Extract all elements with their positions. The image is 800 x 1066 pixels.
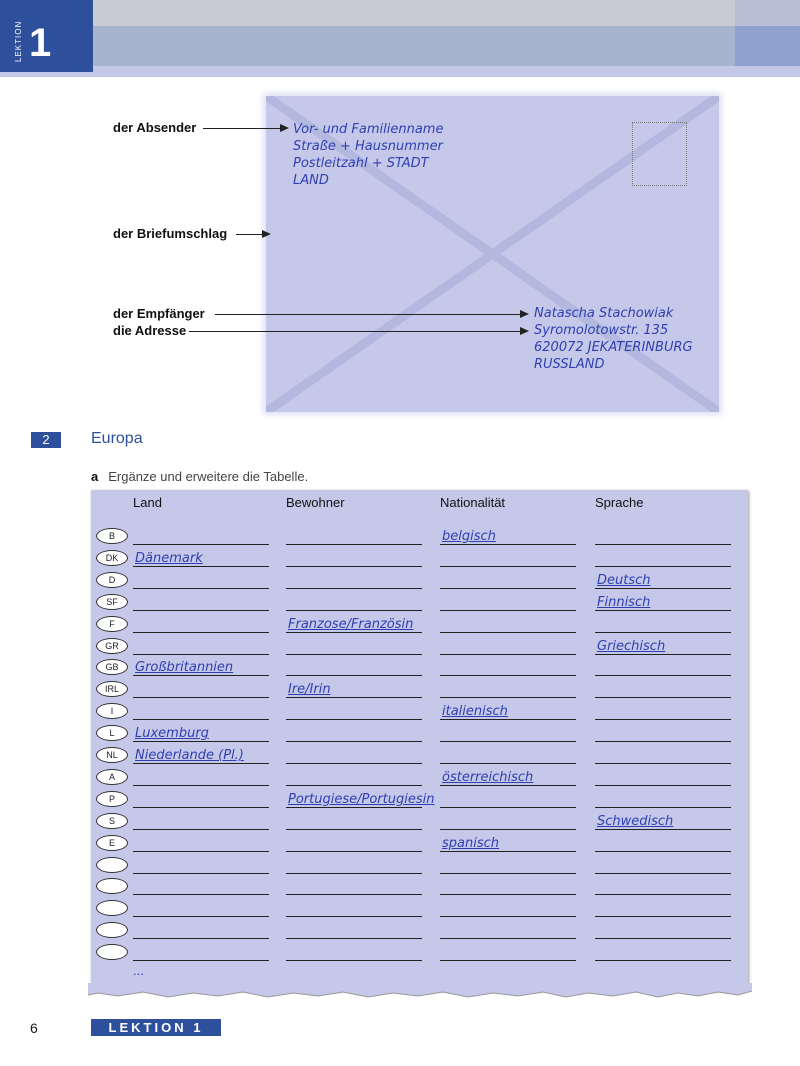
column-header-sprache: Sprache (595, 495, 644, 510)
country-code-badge: B (96, 528, 128, 544)
table-row (0, 921, 800, 943)
country-code-badge (96, 944, 128, 960)
table-row (0, 615, 800, 637)
sender-address (293, 121, 443, 189)
country-code-badge: SF (96, 594, 128, 610)
handwritten-entry: Ire/Irin (288, 682, 331, 697)
recipient-line: RUSSLAND (534, 357, 605, 372)
recipient-line: 620072 JEKATERINBURG (534, 340, 693, 355)
table-cell-sprache[interactable] (595, 593, 731, 611)
table-row (0, 877, 800, 899)
table-cell-bewohner[interactable] (286, 680, 422, 698)
handwritten-entry: Schwedisch (597, 814, 674, 829)
header-band-top-right (735, 0, 800, 26)
country-code-badge: E (96, 835, 128, 851)
table-cell-bewohner[interactable] (286, 921, 422, 939)
table-row (0, 790, 800, 812)
handwritten-entry: Finnisch (597, 595, 651, 610)
handwritten-entry: spanisch (442, 836, 500, 851)
table-cell-nationalitaet[interactable] (440, 790, 576, 808)
table-row (0, 856, 800, 878)
table-cell-bewohner[interactable] (286, 790, 435, 808)
table-cell-nationalitaet[interactable] (440, 877, 576, 895)
table-cell-bewohner[interactable] (286, 724, 422, 742)
table-cell-bewohner[interactable] (286, 943, 422, 961)
task-letter: a (91, 469, 99, 484)
table-cell-sprache[interactable] (595, 856, 731, 874)
handwritten-entry: Deutsch (597, 573, 651, 588)
country-code-badge: P (96, 791, 128, 807)
table-row (0, 571, 800, 593)
table-cell-nationalitaet[interactable] (440, 856, 576, 874)
country-code-badge: GB (96, 659, 128, 675)
country-code-badge: D (96, 572, 128, 588)
country-code-badge: F (96, 616, 128, 632)
country-code-badge: L (96, 725, 128, 741)
table-cell-land[interactable] (133, 680, 269, 698)
table-cell-sprache[interactable] (595, 768, 731, 786)
table-cell-sprache[interactable] (595, 527, 731, 545)
table-cell-sprache[interactable] (595, 615, 731, 633)
table-row (0, 680, 800, 702)
country-code-badge (96, 900, 128, 916)
table-cell-land[interactable] (133, 724, 269, 742)
table-cell-land[interactable] (133, 856, 269, 874)
column-header-nationalitaet: Nationalität (440, 495, 506, 510)
table-cell-nationalitaet[interactable] (440, 943, 576, 961)
table-cell-sprache[interactable] (595, 943, 731, 961)
table-cell-nationalitaet[interactable] (440, 834, 576, 852)
handwritten-entry: Luxemburg (135, 726, 209, 741)
table-row (0, 637, 800, 659)
table-cell-bewohner[interactable] (286, 549, 422, 567)
table-cell-sprache[interactable] (595, 746, 731, 764)
table-cell-sprache[interactable] (595, 899, 731, 917)
table-cell-sprache[interactable] (595, 921, 731, 939)
table-cell-nationalitaet[interactable] (440, 899, 576, 917)
table-row (0, 593, 800, 615)
handwritten-entry: Niederlande (Pl.) (135, 748, 244, 763)
table-row (0, 834, 800, 856)
table-row (0, 943, 800, 965)
arrow-empfaenger (215, 314, 527, 315)
country-code-badge: S (96, 813, 128, 829)
recipient-address (534, 305, 693, 373)
table-cell-nationalitaet[interactable] (440, 768, 576, 786)
table-cell-bewohner[interactable] (286, 877, 422, 895)
table-row (0, 724, 800, 746)
section-number-badge: 2 (31, 432, 61, 448)
table-cell-bewohner[interactable] (286, 834, 422, 852)
table-cell-nationalitaet[interactable] (440, 724, 576, 742)
header-band-middle (93, 26, 800, 66)
table-cell-nationalitaet[interactable] (440, 812, 576, 830)
handwritten-entry: belgisch (442, 529, 496, 544)
country-code-badge (96, 878, 128, 894)
table-cell-nationalitaet[interactable] (440, 637, 576, 655)
table-cell-bewohner[interactable] (286, 856, 422, 874)
table-cell-nationalitaet[interactable] (440, 549, 576, 567)
sender-line: Straße + Hausnummer (293, 139, 443, 154)
country-code-badge: NL (96, 747, 128, 763)
arrow-briefumschlag (236, 234, 269, 235)
table-cell-bewohner[interactable] (286, 746, 422, 764)
table-cell-land[interactable] (133, 571, 269, 589)
table-cell-land[interactable] (133, 593, 269, 611)
table-cell-nationalitaet[interactable] (440, 593, 576, 611)
table-cell-bewohner[interactable] (286, 527, 422, 545)
handwritten-entry: italienisch (442, 704, 508, 719)
table-row (0, 746, 800, 768)
table-cell-bewohner[interactable] (286, 637, 422, 655)
table-cell-sprache[interactable] (595, 834, 731, 852)
country-code-badge: DK (96, 550, 128, 566)
recipient-line: Natascha Stachowiak (534, 306, 674, 321)
arrow-adresse (189, 331, 527, 332)
table-ellipsis: ... (133, 963, 144, 978)
table-cell-land[interactable] (133, 877, 269, 895)
country-code-badge (96, 922, 128, 938)
table-cell-nationalitaet[interactable] (440, 615, 576, 633)
table-cell-land[interactable] (133, 549, 269, 567)
table-cell-bewohner[interactable] (286, 899, 422, 917)
table-cell-nationalitaet[interactable] (440, 571, 576, 589)
table-cell-bewohner[interactable] (286, 812, 422, 830)
table-cell-bewohner[interactable] (286, 702, 422, 720)
table-cell-sprache[interactable] (595, 877, 731, 895)
handwritten-entry: österreichisch (442, 770, 534, 785)
header-band-middle-right (735, 26, 800, 66)
table-cell-sprache[interactable] (595, 790, 731, 808)
stamp-box (632, 122, 687, 186)
table-cell-nationalitaet[interactable] (440, 680, 576, 698)
sender-line: LAND (293, 173, 329, 188)
table-cell-sprache[interactable] (595, 680, 731, 698)
table-cell-sprache[interactable] (595, 658, 731, 676)
table-row (0, 899, 800, 921)
table-cell-nationalitaet[interactable] (440, 658, 576, 676)
label-empfaenger: der Empfänger (113, 306, 205, 321)
table-cell-nationalitaet[interactable] (440, 746, 576, 764)
task-text: Ergänze und erweitere die Tabelle. (108, 469, 309, 484)
country-code-badge: A (96, 769, 128, 785)
arrow-absender (203, 128, 287, 129)
table-cell-land[interactable] (133, 702, 269, 720)
section-title: Europa (91, 430, 143, 447)
table-row (0, 702, 800, 724)
table-cell-land[interactable] (133, 790, 269, 808)
handwritten-entry: Dänemark (135, 551, 203, 566)
table-cell-land[interactable] (133, 637, 269, 655)
table-cell-land[interactable] (133, 615, 269, 633)
table-row (0, 658, 800, 680)
table-cell-bewohner[interactable] (286, 571, 422, 589)
table-cell-sprache[interactable] (595, 724, 731, 742)
table-row (0, 527, 800, 549)
sender-line: Postleitzahl + STADT (293, 156, 429, 171)
lesson-tab (0, 0, 93, 72)
table-cell-bewohner[interactable] (286, 593, 422, 611)
table-cell-bewohner[interactable] (286, 768, 422, 786)
label-briefumschlag: der Briefumschlag (113, 226, 228, 241)
country-code-badge: I (96, 703, 128, 719)
country-code-badge (96, 857, 128, 873)
footer-lesson-label: LEKTION 1 (91, 1019, 221, 1036)
table-cell-land[interactable] (133, 746, 269, 764)
table-cell-sprache[interactable] (595, 702, 731, 720)
table-cell-sprache[interactable] (595, 637, 731, 655)
column-header-land: Land (133, 495, 162, 510)
sender-line: Vor- und Familienname (293, 122, 444, 137)
paper-torn-edge (88, 983, 752, 1001)
label-adresse: die Adresse (113, 323, 187, 338)
lesson-tab-word: LEKTION (14, 20, 23, 62)
table-cell-land[interactable] (133, 768, 269, 786)
table-cell-land[interactable] (133, 834, 269, 852)
column-header-bewohner: Bewohner (286, 495, 345, 510)
country-code-badge: IRL (96, 681, 128, 697)
handwritten-entry: Großbritannien (135, 660, 234, 675)
lesson-tab-number: 1 (29, 21, 52, 65)
header-band-bottom (0, 66, 800, 77)
handwritten-entry: Franzose/Französin (288, 617, 414, 632)
table-cell-nationalitaet[interactable] (440, 702, 576, 720)
table-cell-land[interactable] (133, 527, 269, 545)
table-cell-bewohner[interactable] (286, 658, 422, 676)
label-absender: der Absender (113, 120, 197, 135)
recipient-line: Syromolotowstr. 135 (534, 323, 669, 338)
table-cell-sprache[interactable] (595, 812, 731, 830)
country-code-badge: GR (96, 638, 128, 654)
table-cell-land[interactable] (133, 899, 269, 917)
table-cell-land[interactable] (133, 921, 269, 939)
table-row (0, 549, 800, 571)
table-cell-land[interactable] (133, 943, 269, 961)
table-row (0, 768, 800, 790)
header-band-top (93, 0, 800, 26)
table-row (0, 812, 800, 834)
table-cell-sprache[interactable] (595, 549, 731, 567)
task-instruction (91, 469, 308, 484)
handwritten-entry: Portugiese/Portugiesin (288, 792, 435, 807)
table-cell-nationalitaet[interactable] (440, 527, 576, 545)
table-cell-bewohner[interactable] (286, 615, 422, 633)
table-cell-land[interactable] (133, 812, 269, 830)
handwritten-entry: Griechisch (597, 639, 666, 654)
page-number: 6 (30, 1020, 38, 1036)
table-cell-land[interactable] (133, 658, 269, 676)
table-cell-nationalitaet[interactable] (440, 921, 576, 939)
table-cell-sprache[interactable] (595, 571, 731, 589)
